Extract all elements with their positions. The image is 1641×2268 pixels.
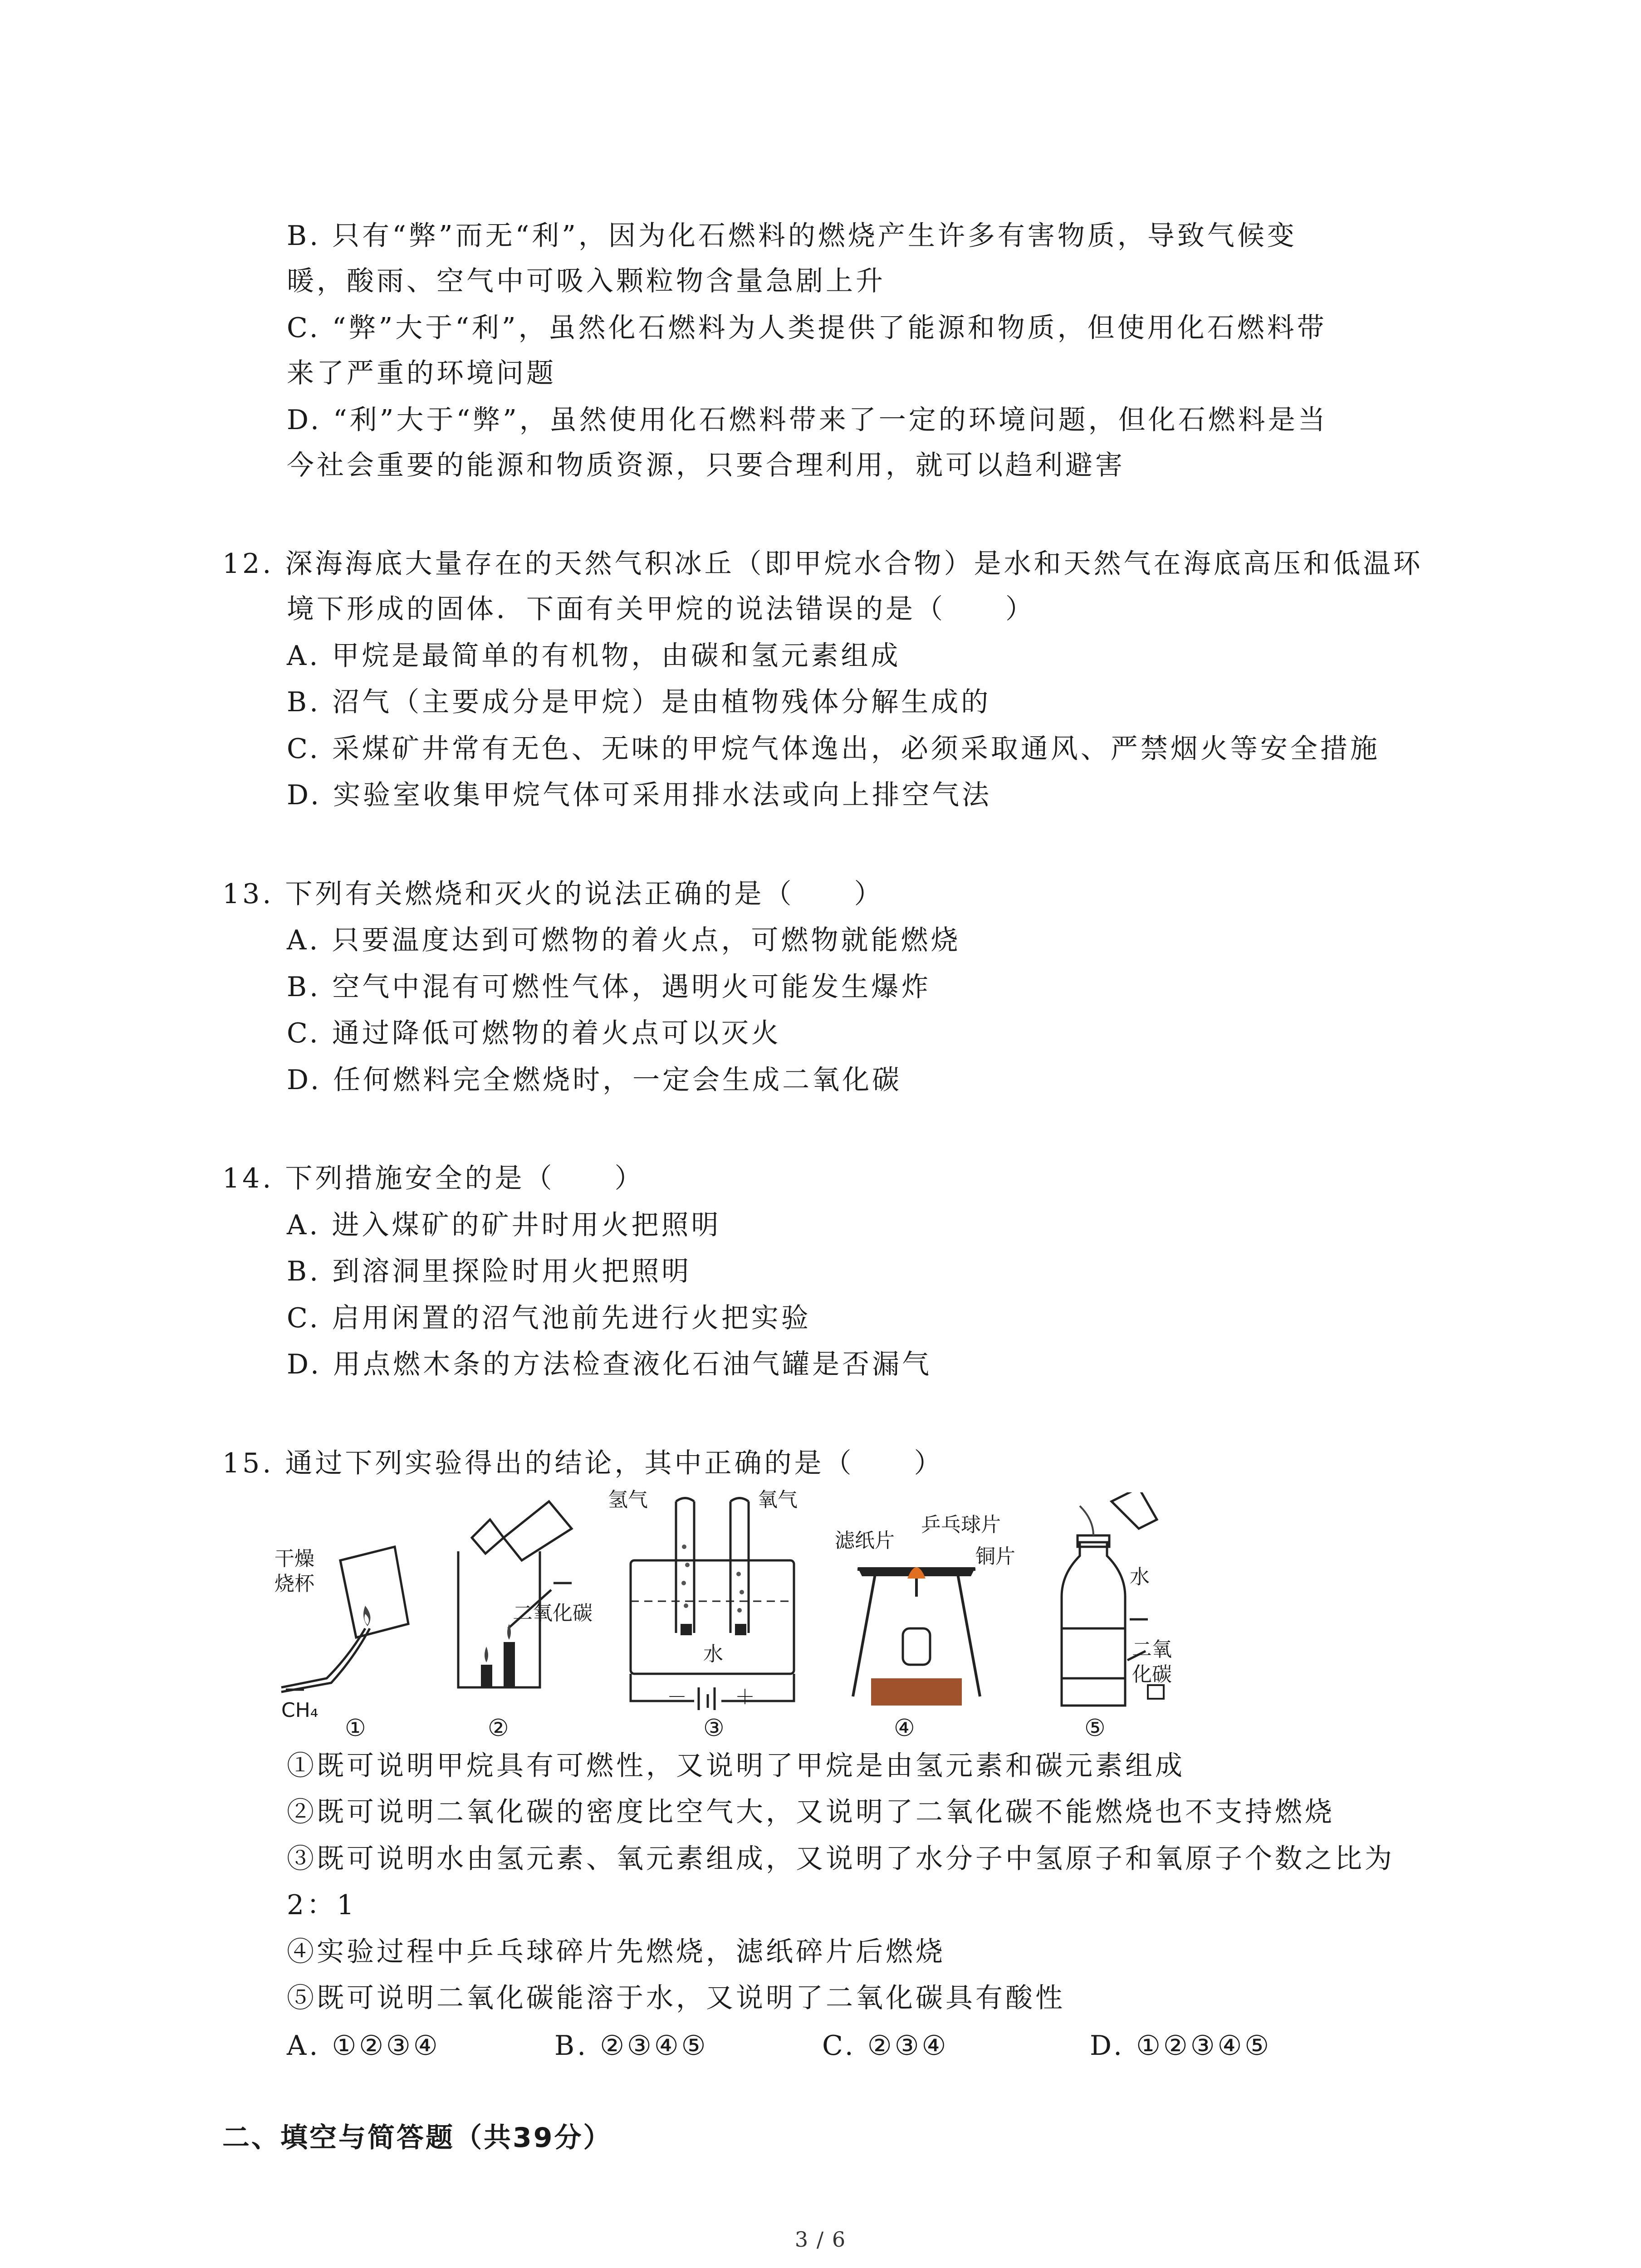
figure-1-label-dry: 干燥 [274, 1547, 314, 1570]
q12-option-c: C. 采煤矿井常有无色、无味的甲烷气体逸出，必须采取通风、严禁烟火等安全措施 [287, 733, 1380, 765]
q15-statement-1: ①既可说明甲烷具有可燃性，又说明了甲烷是由氢元素和碳元素组成 [287, 1750, 1185, 1782]
q15-choices [287, 2028, 1421, 2064]
q15-statement-3-line1: ③既可说明水由氢元素、氧元素组成，又说明了水分子中氢原子和氧原子个数之比为 [287, 1843, 1395, 1875]
q12-stem-line1: 12. 深海海底大量存在的天然气积冰丘（即甲烷水合物）是水和天然气在海底高压和低温环 [222, 548, 1423, 580]
figure-3-label-water: 水 [703, 1642, 723, 1666]
q11-option-d-line2: 今社会重要的能源和物质资源，只要合理利用，就可以趋利避害 [287, 450, 1125, 481]
figure-3-label-hydrogen: 氢气 [608, 1488, 648, 1511]
q14-option-b: B. 到溶洞里探险时用火把照明 [287, 1256, 692, 1287]
q15-statement-2: ②既可说明二氧化碳的密度比空气大，又说明了二氧化碳不能燃烧也不支持燃烧 [287, 1796, 1335, 1828]
figure-5-label-co2-line2: 化碳 [1132, 1663, 1172, 1686]
q14-option-c: C. 启用闲置的沼气池前先进行火把实验 [287, 1302, 811, 1334]
figure-5-bottle [1043, 1492, 1216, 1710]
q11-option-d-line1: D. “利”大于“弊”，虽然使用化石燃料带来了一定的环境问题，但化石燃料是当 [287, 404, 1328, 436]
figure-2-label-co2: 二氧化碳 [513, 1602, 593, 1625]
q13-option-c: C. 通过降低可燃物的着火点可以灭火 [287, 1017, 781, 1049]
q14-option-d: D. 用点燃木条的方法检查液化石油气罐是否漏气 [287, 1349, 932, 1380]
figure-5-label-co2-line1: 二氧 [1132, 1638, 1172, 1661]
figure-1-number: ① [345, 1715, 366, 1742]
section-heading: 二、填空与简答题（共39分） [222, 2122, 612, 2154]
q11-option-b-line1: B. 只有“弊”而无“利”，因为化石燃料的燃烧产生许多有害物质，导致气候变 [287, 220, 1297, 252]
q13-option-d: D. 任何燃料完全燃烧时，一定会生成二氧化碳 [287, 1064, 902, 1096]
q13-stem: 13. 下列有关燃烧和灭火的说法正确的是（ ） [222, 878, 884, 910]
figure-4-number: ④ [894, 1715, 915, 1742]
q12-stem-line2: 境下形成的固体．下面有关甲烷的说法错误的是（ ） [287, 593, 1035, 625]
figure-4-copper-sheet [826, 1492, 1030, 1710]
figure-1-label-ch4: CH₄ [281, 1699, 318, 1722]
q14-stem: 14. 下列措施安全的是（ ） [222, 1163, 645, 1194]
q15-choice-a: A. ①②③④ [287, 2030, 441, 2062]
q15-choice-d: D. ①②③④⑤ [1090, 2030, 1272, 2062]
q15-experiment-figures [272, 1488, 1225, 1746]
figure-1-methane-burning [272, 1492, 426, 1722]
figure-3-drawing [617, 1492, 808, 1710]
q14-option-a: A. 进入煤矿的矿井时用火把照明 [287, 1209, 721, 1241]
figure-5-label-water: 水 [1130, 1565, 1150, 1589]
figure-1-label-beaker: 烧杯 [274, 1572, 314, 1595]
q15-statement-3-line2: 2：1 [287, 1889, 357, 1921]
figure-5-number: ⑤ [1084, 1715, 1106, 1742]
figure-3-electrolysis [608, 1488, 808, 1710]
figure-4-label-pingpong: 乒乓球片 [921, 1513, 1001, 1536]
q13-option-b: B. 空气中混有可燃性气体，遇明火可能发生爆炸 [287, 971, 931, 1003]
figure-3-number: ③ [703, 1715, 725, 1742]
q12-option-a: A. 甲烷是最简单的有机物，由碳和氢元素组成 [287, 640, 901, 672]
figure-5-drawing [1043, 1492, 1216, 1710]
q11-option-c-line1: C. “弊”大于“利”，虽然化石燃料为人类提供了能源和物质，但使用化石燃料带 [287, 312, 1327, 344]
figure-2-number: ② [488, 1715, 509, 1742]
figure-1-drawing [272, 1492, 426, 1710]
q13-option-a: A. 只要温度达到可燃物的着火点，可燃物就能燃烧 [287, 924, 961, 956]
figure-3-label-plus: ＋ [735, 1686, 755, 1709]
q11-option-c-line2: 来了严重的环境问题 [287, 357, 556, 389]
q15-choice-c: C. ②③④ [822, 2030, 949, 2062]
q15-choice-b: B. ②③④⑤ [554, 2030, 709, 2062]
q12-option-d: D. 实验室收集甲烷气体可采用排水法或向上排空气法 [287, 779, 992, 811]
q12-option-b: B. 沼气（主要成分是甲烷）是由植物残体分解生成的 [287, 686, 991, 718]
figure-3-label-oxygen: 氧气 [758, 1488, 798, 1511]
figure-2-co2-candles [436, 1492, 608, 1710]
q15-statement-5: ⑤既可说明二氧化碳能溶于水，又说明了二氧化碳具有酸性 [287, 1982, 1065, 2014]
figure-4-label-copper: 铜片 [975, 1545, 1015, 1568]
q11-option-b-line2: 暖，酸雨、空气中可吸入颗粒物含量急剧上升 [287, 265, 886, 297]
figure-3-label-minus: － [667, 1686, 687, 1709]
q15-stem: 15. 通过下列实验得出的结论，其中正确的是（ ） [222, 1447, 944, 1479]
q15-statement-4: ④实验过程中乒乓球碎片先燃烧，滤纸碎片后燃烧 [287, 1936, 945, 1968]
figure-4-label-filter-paper: 滤纸片 [835, 1529, 895, 1552]
page-number: 3 / 6 [794, 2227, 847, 2252]
